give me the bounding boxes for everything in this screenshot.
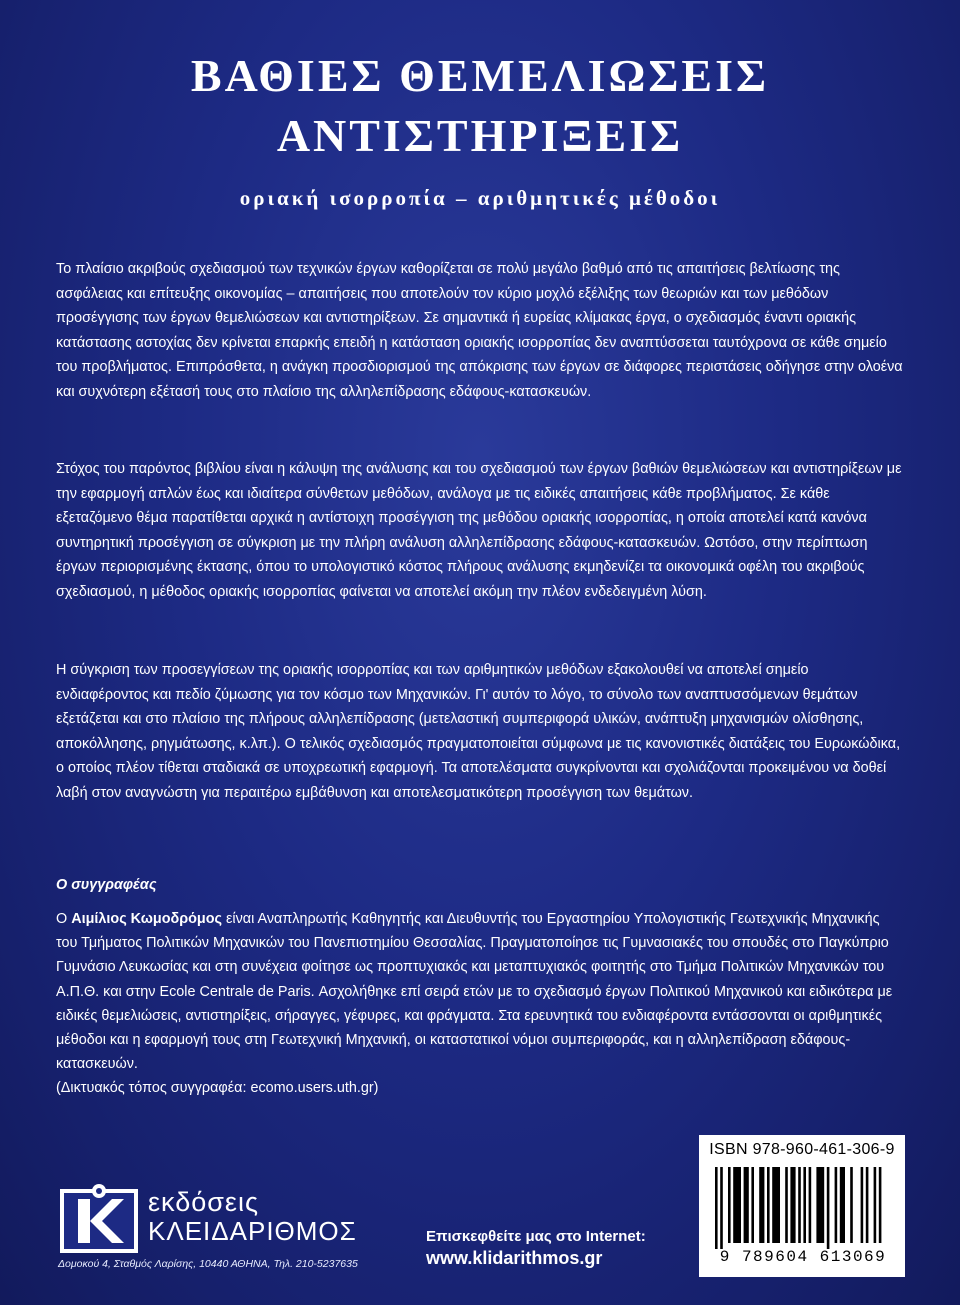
barcode-bar: [720, 1167, 723, 1249]
barcode-bar: [744, 1167, 749, 1243]
book-title-line2: ΑΝΤΙΣΤΗΡΙΞΕΙΣ: [276, 110, 684, 161]
barcode-bar: [866, 1167, 869, 1243]
author-website: (Δικτυακός τόπος συγγραφέα: ecomo.users.uth.gr): [56, 1080, 379, 1097]
publisher-address: Δομοκού 4, Σταθμός Λαρίσης, 10440 ΑΘΗΝΑ, Τηλ. 210-5237635: [58, 1258, 358, 1270]
author-prefix: Ο: [56, 911, 68, 927]
barcode-bars: [713, 1167, 893, 1249]
book-subtitle: οριακή ισορροπία – αριθμητικές μέθοδοι: [239, 186, 721, 210]
barcode-digits: 9 789604 613069: [719, 1248, 887, 1266]
description-paragraph-2: Στόχος του παρόντος βιβλίου είναι η κάλυψη της ανάλυσης και του σχεδιασμού των έργων βαθιών θεμελιώσεων και αντιστηρίξεων με την εφαρμογή απλών έως και ιδιαίτερα σύνθετων μεθόδων, ανάλογα με τις ειδικές απαιτήσεις κάθε προβλήματος. Σε κάθε εξεταζόμενο θέμα παρατίθεται αρχικά η αντίστοιχη προσέγγιση της μεθόδου οριακής ισορροπίας, η οποία αποτελεί κατά κανόνα συντηρητική προσέγγιση σε σύγκριση με την πλήρη ανάλυση αλληλεπίδρασης εδάφους-κατασκευών. Ωστόσο, στην περίπτωση έργων περιορισμένης έκτασης, όπου το υπολογιστικό κόστος πλήρους ανάλυσης εκμηδενίζει τα οικονομικά οφέλη του ακριβούς σχεδιασμού, η μέθοδος οριακής ισορροπίας φαίνεται να αποτελεί ακόμη την πλέον ενδεδειγμένη λύση.: [56, 461, 902, 600]
barcode-bar: [874, 1167, 877, 1243]
barcode-bar: [767, 1167, 770, 1243]
barcode-bar: [835, 1167, 838, 1243]
barcode-bar: [772, 1167, 780, 1243]
barcode-bar: [827, 1167, 830, 1249]
barcode-bar: [803, 1167, 806, 1243]
visit-label: Επισκεφθείτε μας στο Internet:: [426, 1228, 646, 1245]
author-heading: Ο συγγραφέας: [56, 877, 157, 893]
publisher-website-link[interactable]: www.klidarithmos.gr: [426, 1248, 603, 1268]
description-paragraph-3: Η σύγκριση των προσεγγίσεων της οριακής ισορροπίας και των αριθμητικών μεθόδων εξακολουθεί να αποτελεί σημείο ενδιαφέροντος και πεδίο ζύμωσης για τον κόσμο των Μηχανικών. Γι' αυτόν το λόγο, το σύνολο των αναπτυσσόμενων θεμάτων εξετάζεται και στο πλαίσιο της πλήρους αλληλεπίδρασης (μετελαστική συμπεριφορά υλικών, ανάπτυξη μηχανισμών ολίσθησης, αποκόλλησης, ρηγμάτωσης, κ.λπ.). Ο τελικός σχεδιασμός πραγματοποιείται σύμφωνα με τις κανονιστικές διατάξεις του Ευρωκώδικα, ο οποίος πλέον τίθεται σταδιακά σε υποχρεωτική εφαρμογή. Τα αποτελέσματα συγκρίνονται και σχολιάζονται προκειμένου να δοθεί λαβή στον αναγνώστη για περαιτέρω εμβάθυνση και αποτελεσματικότερη προσέγγιση των θεμάτων.: [56, 662, 901, 801]
barcode-bar: [733, 1167, 741, 1243]
barcode-bar: [840, 1167, 845, 1243]
barcode-box: [699, 1135, 905, 1277]
barcode-bar: [751, 1167, 754, 1243]
barcode-bar: [785, 1167, 788, 1243]
barcode-bar: [798, 1167, 801, 1243]
barcode-bar: [715, 1167, 718, 1249]
book-title-line1: ΒΑΘΙΕΣ ΘΕΜΕΛΙΩΣΕΙΣ: [190, 50, 770, 101]
description-paragraph-1: Το πλαίσιο ακριβούς σχεδιασμού των τεχνικών έργων καθορίζεται σε πολύ μεγάλο βαθμό από τις απαιτήσεις βελτίωσης της ασφάλειας και επίτευξης οικονομίας – απαιτήσεις που αποτελούν τον κύριο μοχλό εξέλιξης των θεωριών και των μεθόδων προσέγγισης των έργων θεμελιώσεων και αντιστηρίξεων. Σε σημαντικά ή ευρείας κλίμακας έργα, ο σχεδιασμός έναντι οριακής κατάστασης αστοχίας δεν κρίνεται επαρκής επειδή η κατάσταση οριακής ισορροπίας δεν αναπτύσσεται ταυτόχρονα σε κάθε σημείο του προβλήματος. Επιπρόσθετα, η ανάγκη προσδιορισμού της απόκρισης των έργων σε διάφορες περιστάσεις οδήγησε στην ολοένα και συχνότερη εξέτασή τους στο πλαίσιο της αλληλεπίδρασης εδάφους-κατασκευών.: [56, 261, 903, 400]
publisher-name-line2: ΚΛΕΙΔΑΡΙΘΜΟΣ: [148, 1216, 357, 1246]
isbn-label: ISBN 978-960-461-306-9: [709, 1141, 895, 1158]
barcode-bar: [816, 1167, 824, 1243]
author-bio-text: είναι Αναπληρωτής Καθηγητής και Διευθυντής του Εργαστηρίου Υπολογιστικής Γεωτεχνικής Μηχανικής του Τμήματος Πολιτικών Μηχανικών του Πανεπιστημίου Θεσσαλίας. Πραγματοποίησε τις Γυμνασιακές του σπουδές στο Παγκύπριο Γυμνάσιο Λευκωσίας και στη συνέχεια φοίτησε ως προπτυχιακός και μεταπτυχιακός φοιτητής στο Τμήμα Πολιτικών Μηχανικών του Α.Π.Θ. και στην Ecole Centrale de Paris. Ασχολήθηκε επί σειρά ετών με το σχεδιασμό έργων Πολιτικού Μηχανικού και ειδικότερα με ειδικές θεμελιώσεις, αντιστηρίξεις, σήραγγες, γέφυρες, και φράγματα. Στα ερευνητικά του ενδιαφέροντα εντάσσονται οι αριθμητικές μέθοδοι και η εφαρμογή τους στη Γεωτεχνική Μηχανική, οι καταστατικοί νόμοι συμπεριφοράς, και η αλληλεπίδραση εδάφους-κατασκευών.: [56, 911, 893, 1073]
barcode-bar: [790, 1167, 795, 1243]
barcode-bar: [759, 1167, 764, 1243]
publisher-logo-icon: [58, 1183, 140, 1255]
barcode-bar: [879, 1167, 882, 1243]
author-bio: [56, 907, 904, 1101]
barcode-bar: [850, 1167, 853, 1243]
barcode-bar: [728, 1167, 731, 1243]
barcode-bar: [809, 1167, 812, 1243]
publisher-name-line1: εκδόσεις: [148, 1187, 259, 1217]
author-name: Αιμίλιος Κωμοδρόμος: [71, 911, 222, 927]
barcode-bar: [861, 1167, 864, 1243]
